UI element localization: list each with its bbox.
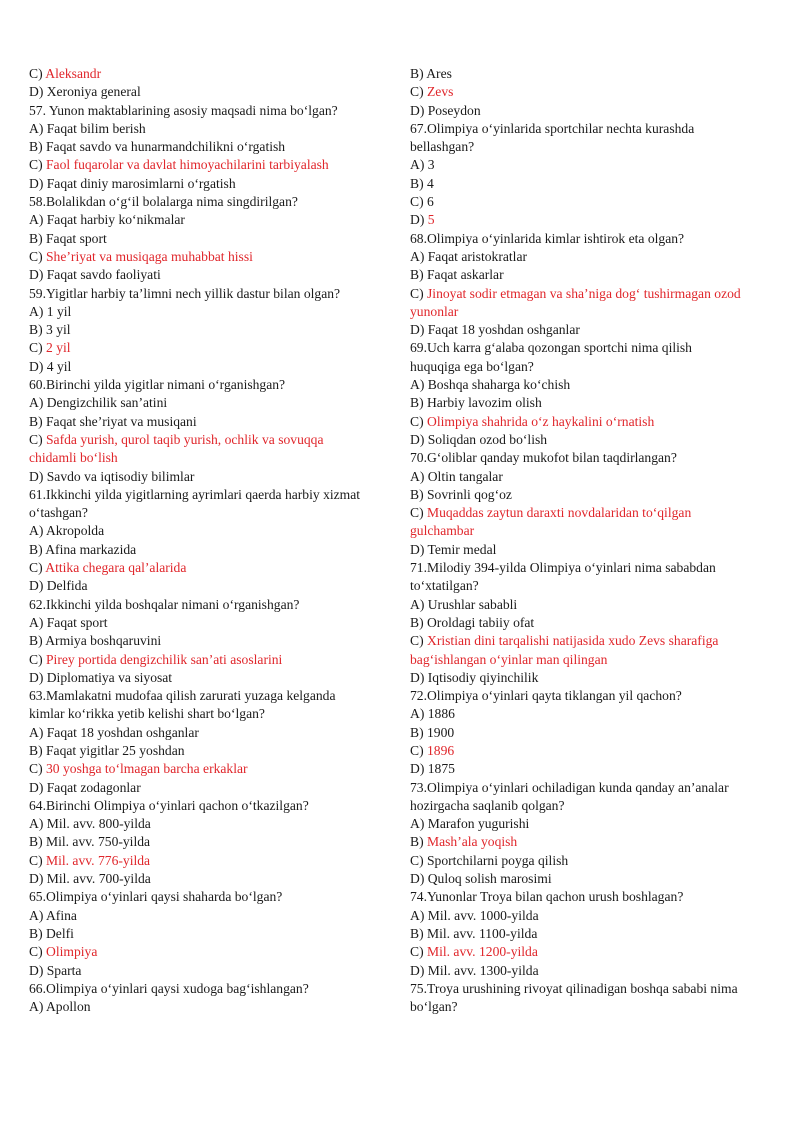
text-line [410, 852, 772, 870]
correct-answer-text: yunonlar [410, 303, 459, 319]
option-prefix: C) [410, 505, 427, 521]
answer-line-correct [410, 943, 772, 961]
line-text: A) Mil. avv. 1000-yilda [410, 907, 539, 923]
line-text: A) Marafon yugurishi [410, 816, 530, 832]
option-prefix: C) [29, 852, 46, 868]
text-line [410, 156, 772, 174]
answer-line-correct [410, 742, 772, 760]
correct-answer-text: Jinoyat sodir etmagan va sha’niga dog‘ tushirmagan ozod [427, 285, 741, 301]
answer-line-correct [410, 211, 772, 229]
text-line [29, 962, 391, 980]
text-line [29, 888, 391, 906]
line-text: B) Mil. avv. 1100-yilda [410, 925, 538, 941]
text-line [29, 742, 391, 760]
line-text: D) 4 yil [29, 358, 72, 374]
correct-answer-text: 2 yil [46, 340, 71, 356]
text-line [29, 779, 391, 797]
line-text: B) Faqat askarlar [410, 267, 504, 283]
text-line [410, 815, 772, 833]
text-line [410, 321, 772, 339]
line-text: D) Mil. avv. 700-yilda [29, 871, 151, 887]
line-text: 59.Yigitlar harbiy ta’limni nech yillik dastur bilan olgan? [29, 285, 341, 301]
line-text: D) Temir medal [410, 541, 497, 557]
correct-answer-text: Mash’ala yoqish [427, 834, 518, 850]
answer-line-correct [29, 449, 391, 467]
text-line [29, 193, 391, 211]
text-line [29, 669, 391, 687]
text-line [410, 102, 772, 120]
answer-line-correct [410, 83, 772, 101]
text-line [410, 962, 772, 980]
text-line [29, 577, 391, 595]
correct-answer-text: Aleksandr [45, 66, 102, 81]
answer-line-correct [29, 943, 391, 961]
line-text: to‘xtatilgan? [410, 578, 479, 594]
line-text: B) Ares [410, 66, 452, 81]
correct-answer-text: Mil. avv. 776-yilda [46, 852, 151, 868]
option-prefix: D) [410, 212, 428, 228]
line-text: B) Armiya boshqaruvini [29, 633, 162, 649]
line-text: 65.Olimpiya o‘yinlari qaysi shaharda bo‘lgan? [29, 889, 283, 905]
text-line [410, 120, 772, 138]
text-line [29, 102, 391, 120]
text-line [410, 559, 772, 577]
text-line [29, 230, 391, 248]
line-text: C) 6 [410, 194, 434, 210]
line-text: huquqiga ega bo‘lgan? [410, 358, 534, 374]
text-line [29, 980, 391, 998]
text-line [29, 376, 391, 394]
text-line [410, 687, 772, 705]
answer-line-correct [410, 651, 772, 669]
line-text: bellashgan? [410, 139, 475, 155]
text-line [29, 486, 391, 504]
answer-line-correct [29, 760, 391, 778]
answer-line-correct [29, 248, 391, 266]
text-line [410, 230, 772, 248]
text-line [410, 138, 772, 156]
text-line [29, 870, 391, 888]
line-text: 62.Ikkinchi yilda boshqalar nimani o‘rganishgan? [29, 596, 300, 612]
line-text: A) Afina [29, 907, 77, 923]
option-prefix: C) [410, 413, 427, 429]
text-line [29, 797, 391, 815]
text-line [29, 833, 391, 851]
option-prefix: C) [410, 742, 427, 758]
text-line [29, 687, 391, 705]
option-prefix: C) [410, 633, 427, 649]
answer-line-correct [410, 522, 772, 540]
option-prefix: C) [29, 340, 46, 356]
text-line [410, 541, 772, 559]
correct-answer-text: She’riyat va musiqaga muhabbat hissi [46, 248, 253, 264]
line-text: D) Diplomatiya va siyosat [29, 669, 173, 685]
line-text: 75.Troya urushining rivoyat qilinadigan boshqa sababi nima [410, 980, 738, 996]
line-text: A) Faqat aristokratlar [410, 248, 528, 264]
line-text: A) Faqat sport [29, 614, 108, 630]
line-text: 63.Mamlakatni mudofaa qilish zarurati yuzaga kelganda [29, 688, 336, 704]
line-text: C) Sportchilarni poyga qilish [410, 852, 569, 868]
correct-answer-text: Safda yurish, qurol taqib yurish, ochlik va sovuqqa [46, 431, 324, 447]
text-line [29, 504, 391, 522]
line-text: A) 1886 [410, 706, 455, 722]
line-text: A) Oltin tangalar [410, 468, 503, 484]
text-line [29, 285, 391, 303]
correct-answer-text: Xristian dini tarqalishi natijasida xudo Zevs sharafiga [427, 633, 719, 649]
line-text: B) Mil. avv. 750-yilda [29, 834, 151, 850]
text-line [29, 266, 391, 284]
correct-answer-text: 1896 [427, 742, 455, 758]
answer-line-correct [29, 65, 391, 83]
option-prefix: C) [29, 761, 46, 777]
text-line [29, 175, 391, 193]
text-line [410, 669, 772, 687]
text-line [29, 321, 391, 339]
line-text: B) Faqat savdo va hunarmandchilikni o‘rgatish [29, 139, 286, 155]
line-text: A) Apollon [29, 999, 91, 1015]
line-text: kimlar ko‘rikka yetib kelishi shart bo‘lgan? [29, 706, 265, 722]
line-text: A) Mil. avv. 800-yilda [29, 816, 151, 832]
line-text: B) Faqat sport [29, 230, 107, 246]
text-line [410, 577, 772, 595]
text-line [29, 83, 391, 101]
line-text: B) Faqat she’riyat va musiqani [29, 413, 197, 429]
line-text: 68.Olimpiya o‘yinlarida kimlar ishtirok eta olgan? [410, 230, 685, 246]
text-line [410, 705, 772, 723]
line-text: 60.Birinchi yilda yigitlar nimani o‘rganishgan? [29, 377, 286, 393]
line-text: D) Faqat savdo faoliyati [29, 267, 161, 283]
text-line [29, 925, 391, 943]
line-text: D) Faqat 18 yoshdan oshganlar [410, 322, 580, 338]
correct-answer-text: Attika chegara qal’alarida [45, 560, 187, 576]
correct-answer-text: Pirey portida dengizchilik san’ati asoslarini [46, 651, 283, 667]
line-text: D) Delfida [29, 578, 88, 594]
line-text: B) 4 [410, 175, 434, 191]
text-line [29, 522, 391, 540]
option-prefix: C) [410, 285, 427, 301]
text-line [410, 266, 772, 284]
line-text: D) Mil. avv. 1300-yilda [410, 962, 539, 978]
correct-answer-text: Olimpiya [46, 944, 98, 960]
line-text: B) Oroldagi tabiiy ofat [410, 614, 535, 630]
line-text: B) Faqat yigitlar 25 yoshdan [29, 742, 185, 758]
text-line [410, 394, 772, 412]
line-text: D) Faqat diniy marosimlarni o‘rgatish [29, 175, 236, 191]
line-text: 66.Olimpiya o‘yinlari qaysi xudoga bag‘ishlangan? [29, 980, 309, 996]
option-prefix: C) [29, 248, 46, 264]
answer-line-correct [410, 285, 772, 303]
option-prefix: C) [29, 560, 46, 576]
correct-answer-text: 30 yoshga to‘lmagan barcha erkaklar [46, 761, 248, 777]
line-text: A) Faqat bilim berish [29, 120, 146, 136]
line-text: D) Iqtisodiy qiyinchilik [410, 669, 539, 685]
answer-line-correct [29, 339, 391, 357]
line-text: D) 1875 [410, 761, 455, 777]
line-text: D) Soliqdan ozod bo‘lish [410, 431, 548, 447]
text-line [29, 468, 391, 486]
option-prefix: C) [29, 651, 46, 667]
correct-answer-text: 5 [427, 212, 435, 228]
text-line [29, 394, 391, 412]
text-line [410, 449, 772, 467]
line-text: 70.G‘oliblar qanday mukofot bilan taqdirlangan? [410, 450, 677, 466]
line-text: B) 3 yil [29, 322, 71, 338]
line-text: B) Delfi [29, 925, 74, 941]
correct-answer-text: Faol fuqarolar va davlat himoyachilarini tarbiyalash [46, 157, 329, 173]
text-line [29, 632, 391, 650]
text-line [410, 724, 772, 742]
answer-line-correct [410, 833, 772, 851]
correct-answer-text: gulchambar [410, 523, 475, 539]
option-prefix: C) [29, 66, 46, 81]
line-text: o‘tashgan? [29, 505, 88, 521]
text-line [410, 998, 772, 1016]
text-line [410, 486, 772, 504]
line-text: A) 1 yil [29, 303, 72, 319]
text-line [29, 907, 391, 925]
text-line [29, 815, 391, 833]
answer-line-correct [410, 632, 772, 650]
line-text: B) Afina markazida [29, 541, 137, 557]
correct-answer-text: Muqaddas zaytun daraxti novdalaridan to‘qilgan [427, 505, 692, 521]
line-text: A) Akropolda [29, 523, 105, 539]
line-text: 61.Ikkinchi yilda yigitlarning ayrimlari qaerda harbiy xizmat [29, 486, 361, 502]
line-text: 73.Olimpiya o‘yinlari ochiladigan kunda qanday an’analar [410, 779, 729, 795]
line-text: D) Savdo va iqtisodiy bilimlar [29, 468, 195, 484]
correct-answer-text: bag‘ishlangan o‘yinlar man qilingan [410, 651, 608, 667]
line-text: D) Sparta [29, 962, 82, 978]
answer-line-correct [29, 156, 391, 174]
text-line [410, 925, 772, 943]
text-line [410, 797, 772, 815]
option-prefix: C) [29, 157, 46, 173]
line-text: bo‘lgan? [410, 999, 458, 1015]
text-line [410, 248, 772, 266]
line-text: A) Faqat harbiy ko‘nikmalar [29, 212, 185, 228]
text-line [410, 339, 772, 357]
text-line [410, 907, 772, 925]
text-line [29, 358, 391, 376]
text-line [410, 779, 772, 797]
correct-answer-text: chidamli bo‘lish [29, 450, 118, 466]
correct-answer-text: Olimpiya shahrida o‘z haykalini o‘rnatish [427, 413, 655, 429]
option-prefix: B) [410, 834, 427, 850]
line-text: 64.Birinchi Olimpiya o‘yinlari qachon o‘tkazilgan? [29, 797, 309, 813]
answer-line-correct [29, 559, 391, 577]
option-prefix: C) [29, 944, 46, 960]
line-text: B) 1900 [410, 724, 455, 740]
answer-line-correct [410, 303, 772, 321]
text-line [29, 120, 391, 138]
text-line [410, 431, 772, 449]
text-line [410, 760, 772, 778]
text-line [29, 413, 391, 431]
line-text: B) Harbiy lavozim olish [410, 395, 542, 411]
text-line [410, 175, 772, 193]
text-line [29, 303, 391, 321]
line-text: A) 3 [410, 157, 435, 173]
text-line [29, 614, 391, 632]
answer-line-correct [29, 651, 391, 669]
text-line [29, 724, 391, 742]
text-line [29, 211, 391, 229]
line-text: D) Poseydon [410, 102, 481, 118]
answer-line-correct [29, 431, 391, 449]
line-text: 67.Olimpiya o‘yinlarida sportchilar nechta kurashda [410, 120, 695, 136]
line-text: 58.Bolalikdan o‘g‘il bolalarga nima singdirilgan? [29, 194, 298, 210]
text-line [410, 888, 772, 906]
line-text: 74.Yunonlar Troya bilan qachon urush boshlagan? [410, 889, 684, 905]
option-prefix: C) [410, 944, 427, 960]
correct-answer-text: Mil. avv. 1200-yilda [427, 944, 538, 960]
line-text: B) Sovrinli qog‘oz [410, 486, 512, 502]
text-line [29, 138, 391, 156]
text-line [410, 980, 772, 998]
text-line [29, 541, 391, 559]
right-column [410, 65, 772, 1016]
line-text: 71.Milodiy 394-yilda Olimpiya o‘yinlari nima sababdan [410, 560, 716, 576]
line-text: A) Dengizchilik san’atini [29, 395, 168, 411]
line-text: D) Quloq solish marosimi [410, 871, 552, 887]
text-line [410, 596, 772, 614]
option-prefix: C) [410, 84, 427, 100]
text-line [410, 376, 772, 394]
answer-line-correct [410, 504, 772, 522]
line-text: hozirgacha saqlanib qolgan? [410, 797, 565, 813]
line-text: A) Boshqa shaharga ko‘chish [410, 377, 571, 393]
line-text: 57. Yunon maktablarining asosiy maqsadi nima bo‘lgan? [29, 102, 338, 118]
text-line [29, 596, 391, 614]
text-line [29, 705, 391, 723]
left-column [29, 65, 391, 1016]
option-prefix: C) [29, 431, 46, 447]
answer-line-correct [29, 852, 391, 870]
correct-answer-text: Zevs [427, 84, 454, 100]
text-line [410, 358, 772, 376]
line-text: 69.Uch karra g‘alaba qozongan sportchi nima qilish [410, 340, 692, 356]
text-line [410, 65, 772, 83]
text-line [29, 998, 391, 1016]
line-text: D) Faqat zodagonlar [29, 779, 141, 795]
line-text: 72.Olimpiya o‘yinlari qayta tiklangan yil qachon? [410, 688, 682, 704]
text-line [410, 193, 772, 211]
line-text: A) Urushlar sababli [410, 596, 518, 612]
text-line [410, 468, 772, 486]
text-line [410, 870, 772, 888]
line-text: A) Faqat 18 yoshdan oshganlar [29, 724, 199, 740]
text-line [410, 614, 772, 632]
answer-line-correct [410, 413, 772, 431]
line-text: D) Xeroniya general [29, 84, 141, 100]
